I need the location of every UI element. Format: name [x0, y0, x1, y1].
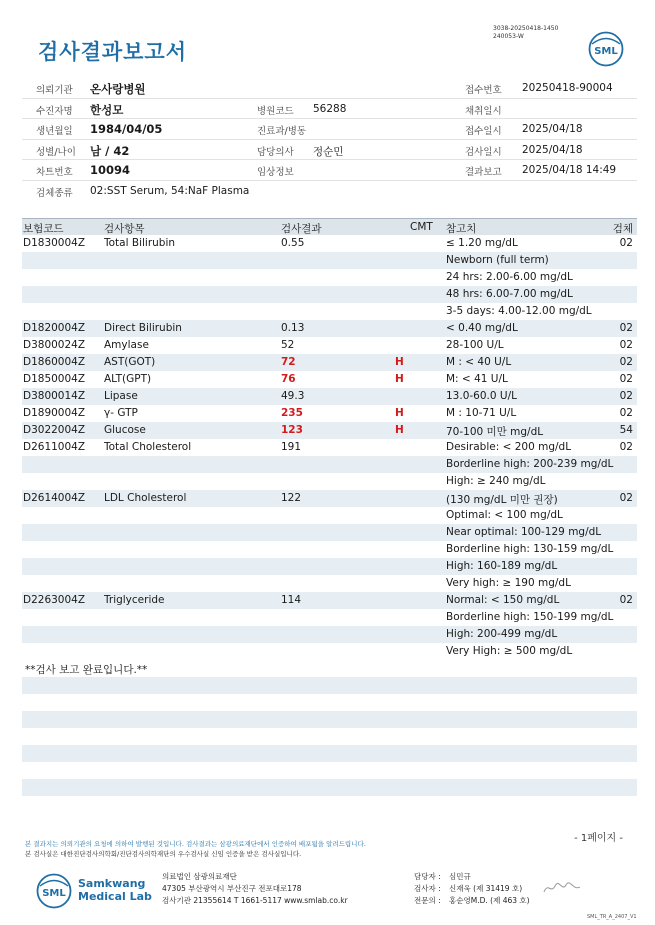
- table-row: [22, 456, 637, 473]
- table-row: [22, 303, 637, 320]
- cell-reference: M: < 41 U/L: [446, 373, 508, 385]
- corp-name: 의료법인 삼광의료재단: [162, 872, 237, 881]
- cell-test-name: γ- GTP: [104, 407, 138, 419]
- staff-row: [414, 895, 530, 907]
- cell-code: D1850004Z: [23, 373, 86, 385]
- footer-note-2: 본 검사실은 대한진단검사의학회/진단검사의학재단의 우수검사실 신임 인증을 받은 검사실입니다.: [25, 850, 302, 858]
- test-date-label: 검사일시: [465, 146, 502, 158]
- table-row: [22, 541, 637, 558]
- cell-test-name: Lipase: [104, 390, 138, 402]
- report-comment: **검사 보고 완료입니다.**: [25, 664, 148, 676]
- cell-code: D3800014Z: [23, 390, 86, 402]
- cell-result: 52: [281, 339, 295, 351]
- table-header: [22, 218, 637, 235]
- table-row: [22, 439, 637, 456]
- cell-reference: Very high: ≥ 190 mg/dL: [446, 577, 571, 589]
- cell-result: 114: [281, 594, 302, 606]
- sex-age-label: 성별/나이: [36, 146, 76, 158]
- document-code: [493, 25, 558, 41]
- cell-reference: < 0.40 mg/dL: [446, 322, 518, 334]
- cell-code: D1890004Z: [23, 407, 86, 419]
- cell-result: 235: [281, 407, 303, 419]
- cell-result: 0.55: [281, 237, 305, 249]
- staff-label: 담당자 :: [414, 872, 441, 881]
- cell-reference: 70-100 미만 mg/dL: [446, 426, 544, 438]
- sml-logo-icon: [588, 31, 624, 67]
- table-row: [22, 575, 637, 592]
- cell-test-name: LDL Cholesterol: [104, 492, 187, 504]
- cell-specimen: 02: [619, 339, 633, 351]
- table-row: [22, 269, 637, 286]
- cell-flag: H: [395, 356, 404, 368]
- table-row: [22, 490, 637, 507]
- cell-test-name: Triglyceride: [104, 594, 165, 606]
- cell-reference: Normal: < 150 mg/dL: [446, 594, 560, 606]
- footer-logo-text: SML: [42, 888, 66, 899]
- cell-flag: H: [395, 424, 404, 436]
- table-row: [22, 643, 637, 660]
- patient-info: [22, 78, 637, 201]
- cell-test-name: AST(GOT): [104, 356, 156, 368]
- cell-test-name: ALT(GPT): [104, 373, 152, 385]
- table-row: [22, 609, 637, 626]
- cell-test-name: Amylase: [104, 339, 149, 351]
- cell-specimen: 02: [619, 407, 633, 419]
- sml-footer-logo-icon: [36, 873, 72, 909]
- blank-row: [22, 796, 637, 813]
- cell-reference: Very High: ≥ 500 mg/dL: [446, 645, 573, 657]
- report-date-value: 2025/04/18 14:49: [522, 164, 617, 176]
- cell-reference: 28-100 U/L: [446, 339, 504, 351]
- table-row: [22, 252, 637, 269]
- blank-row: [22, 779, 637, 796]
- receipt-date-label: 접수일시: [465, 126, 502, 137]
- cell-reference: High: ≥ 240 mg/dL: [446, 475, 546, 487]
- staff-value: 홍순영M.D. (제 463 호): [449, 896, 530, 905]
- cell-reference: Desirable: < 200 mg/dL: [446, 441, 572, 453]
- form-code: SML_TR_A_2407_V1: [587, 914, 637, 920]
- info-row: [22, 78, 637, 99]
- info-row: [22, 140, 637, 161]
- cell-result: 191: [281, 441, 302, 453]
- blank-row: [22, 711, 637, 728]
- cell-specimen: 02: [619, 441, 633, 453]
- cell-code: D2614004Z: [23, 492, 86, 504]
- info-row: [22, 181, 637, 202]
- cell-reference: ≤ 1.20 mg/dL: [446, 237, 518, 249]
- table-row: [22, 337, 637, 354]
- cell-reference: (130 mg/dL 미만 권장): [446, 494, 558, 506]
- cell-test-name: Direct Bilirubin: [104, 322, 182, 334]
- staff-label: 검사자 :: [414, 884, 441, 893]
- cell-reference: Borderline high: 150-199 mg/dL: [446, 611, 614, 623]
- blank-row: [22, 728, 637, 745]
- specimen-label: 검체종류: [36, 187, 73, 199]
- corporation-info: [162, 871, 348, 907]
- staff-label: 전문의 :: [414, 896, 441, 905]
- table-row: [22, 320, 637, 337]
- brand-line-1: Samkwang: [78, 877, 146, 890]
- table-row: [22, 592, 637, 609]
- table-row: [22, 507, 637, 524]
- cell-specimen: 02: [619, 322, 633, 334]
- dept-label: 진료과/병동: [257, 126, 307, 137]
- cell-result: 49.3: [281, 390, 305, 402]
- table-row: [22, 388, 637, 405]
- cell-specimen: 02: [619, 390, 633, 402]
- sex-age-value: 남 / 42: [90, 143, 130, 158]
- cell-reference: 24 hrs: 2.00-6.00 mg/dL: [446, 271, 573, 283]
- table-row: [22, 558, 637, 575]
- header-code: 보험코드: [23, 223, 64, 235]
- corp-address: 47305 부산광역시 부산진구 전포대로178: [162, 884, 302, 893]
- cell-code: D3800024Z: [23, 339, 86, 351]
- cell-specimen: 02: [619, 356, 633, 368]
- header-result: 검사결과: [281, 223, 322, 235]
- cell-test-name: Glucose: [104, 424, 146, 436]
- results-table: [22, 218, 637, 813]
- dob-value: 1984/04/05: [90, 122, 163, 136]
- cell-reference: M : < 40 U/L: [446, 356, 512, 368]
- cell-code: D3022004Z: [23, 424, 86, 436]
- footer-note-1: 본 결과지는 의뢰기관의 요청에 의하여 발행된 것입니다. 검사결과는 삼광의료재단에서 인증하여 배포됨을 알려드립니다.: [25, 840, 366, 848]
- clinical-info-label: 임상정보: [257, 167, 294, 178]
- cell-flag: H: [395, 373, 404, 385]
- staff-value: 신재욱 (제 31419 호): [449, 884, 523, 893]
- receipt-no-label: 접수번호: [465, 85, 502, 96]
- document-code-line2: 240053-W: [493, 33, 524, 40]
- collection-date-label: 채취일시: [465, 105, 502, 117]
- institution-value: 온사랑병원: [90, 82, 146, 96]
- blank-row: [22, 677, 637, 694]
- sml-logo-text: SML: [594, 46, 618, 57]
- test-date-value: 2025/04/18: [522, 143, 583, 156]
- cell-specimen: 54: [619, 424, 633, 436]
- info-row: [22, 99, 637, 120]
- staff-value: 심민규: [449, 872, 471, 881]
- staff-row: [414, 871, 530, 883]
- cell-result: 123: [281, 424, 303, 436]
- info-row: [22, 160, 637, 181]
- cell-flag: H: [395, 407, 404, 419]
- table-row: [22, 473, 637, 490]
- doctor-value: 정순민: [313, 145, 344, 158]
- cell-specimen: 02: [619, 594, 633, 606]
- receipt-date-value: 2025/04/18: [522, 123, 583, 135]
- cell-code: D1830004Z: [23, 237, 86, 249]
- info-row: [22, 119, 637, 140]
- blank-row: [22, 745, 637, 762]
- signature-icon: [542, 880, 582, 896]
- cell-code: D2263004Z: [23, 594, 86, 606]
- cell-reference: High: 200-499 mg/dL: [446, 628, 558, 640]
- page-title: 검사결과보고서: [38, 40, 188, 64]
- staff-info: [414, 871, 530, 907]
- table-row: [22, 524, 637, 541]
- header-cmt: CMT: [410, 221, 433, 233]
- page-number: - 1페이지 -: [574, 833, 623, 844]
- header-name: 검사항목: [104, 223, 145, 235]
- hospital-code-label: 병원코드: [257, 105, 294, 117]
- table-row: [22, 405, 637, 422]
- receipt-no-value: 20250418-90004: [522, 82, 613, 94]
- cell-code: D2611004Z: [23, 441, 86, 453]
- header-reference: 참고치: [446, 223, 477, 235]
- chart-no-label: 차트번호: [36, 167, 73, 178]
- cell-result: 0.13: [281, 322, 305, 334]
- name-label: 수진자명: [36, 105, 73, 117]
- cell-reference: Near optimal: 100-129 mg/dL: [446, 526, 602, 538]
- dob-label: 생년월일: [36, 126, 73, 137]
- cell-reference: High: 160-189 mg/dL: [446, 560, 558, 572]
- table-row: [22, 354, 637, 371]
- hospital-code-value: 56288: [313, 102, 347, 115]
- footer-notes: [25, 833, 635, 859]
- cell-reference: Borderline high: 130-159 mg/dL: [446, 543, 614, 555]
- table-body: [22, 235, 637, 660]
- cell-code: D1820004Z: [23, 322, 86, 334]
- table-row: [22, 371, 637, 388]
- cell-specimen: 02: [619, 492, 633, 504]
- doctor-label: 담당의사: [257, 146, 294, 158]
- table-row: [22, 286, 637, 303]
- brand-line-2: Medical Lab: [78, 890, 152, 903]
- chart-no-value: 10094: [90, 163, 131, 177]
- cell-reference: M : 10-71 U/L: [446, 407, 517, 419]
- cell-result: 122: [281, 492, 302, 504]
- cell-reference: 13.0-60.0 U/L: [446, 390, 517, 402]
- header-specimen: 검체: [612, 223, 633, 235]
- blank-row: [22, 694, 637, 711]
- staff-row: [414, 883, 530, 895]
- cell-specimen: 02: [619, 237, 633, 249]
- cell-result: 72: [281, 356, 296, 368]
- corp-contact: 검사기관 21355614 T 1661-5117 www.smlab.co.kr: [162, 896, 348, 905]
- table-row: [22, 235, 637, 252]
- name-value: 한성모: [90, 102, 124, 117]
- cell-reference: Borderline high: 200-239 mg/dL: [446, 458, 614, 470]
- brand-name: [78, 877, 152, 903]
- blank-row: [22, 762, 637, 779]
- specimen-value: 02:SST Serum, 54:NaF Plasma: [90, 184, 250, 197]
- cell-result: 76: [281, 373, 296, 385]
- institution-label: 의뢰기관: [36, 85, 73, 96]
- cell-reference: 3-5 days: 4.00-12.00 mg/dL: [446, 305, 592, 317]
- cell-reference: Optimal: < 100 mg/dL: [446, 509, 563, 521]
- cell-test-name: Total Cholesterol: [104, 441, 192, 453]
- blank-rows: [22, 677, 637, 813]
- cell-specimen: 02: [619, 373, 633, 385]
- report-comment-row: [22, 660, 637, 677]
- report-date-label: 결과보고: [465, 167, 502, 178]
- cell-code: D1860004Z: [23, 356, 86, 368]
- cell-reference: Newborn (full term): [446, 254, 549, 266]
- cell-test-name: Total Bilirubin: [104, 237, 176, 249]
- document-code-line1: 3038-20250418-1450: [493, 25, 559, 32]
- table-row: [22, 422, 637, 439]
- table-row: [22, 626, 637, 643]
- cell-reference: 48 hrs: 6.00-7.00 mg/dL: [446, 288, 573, 300]
